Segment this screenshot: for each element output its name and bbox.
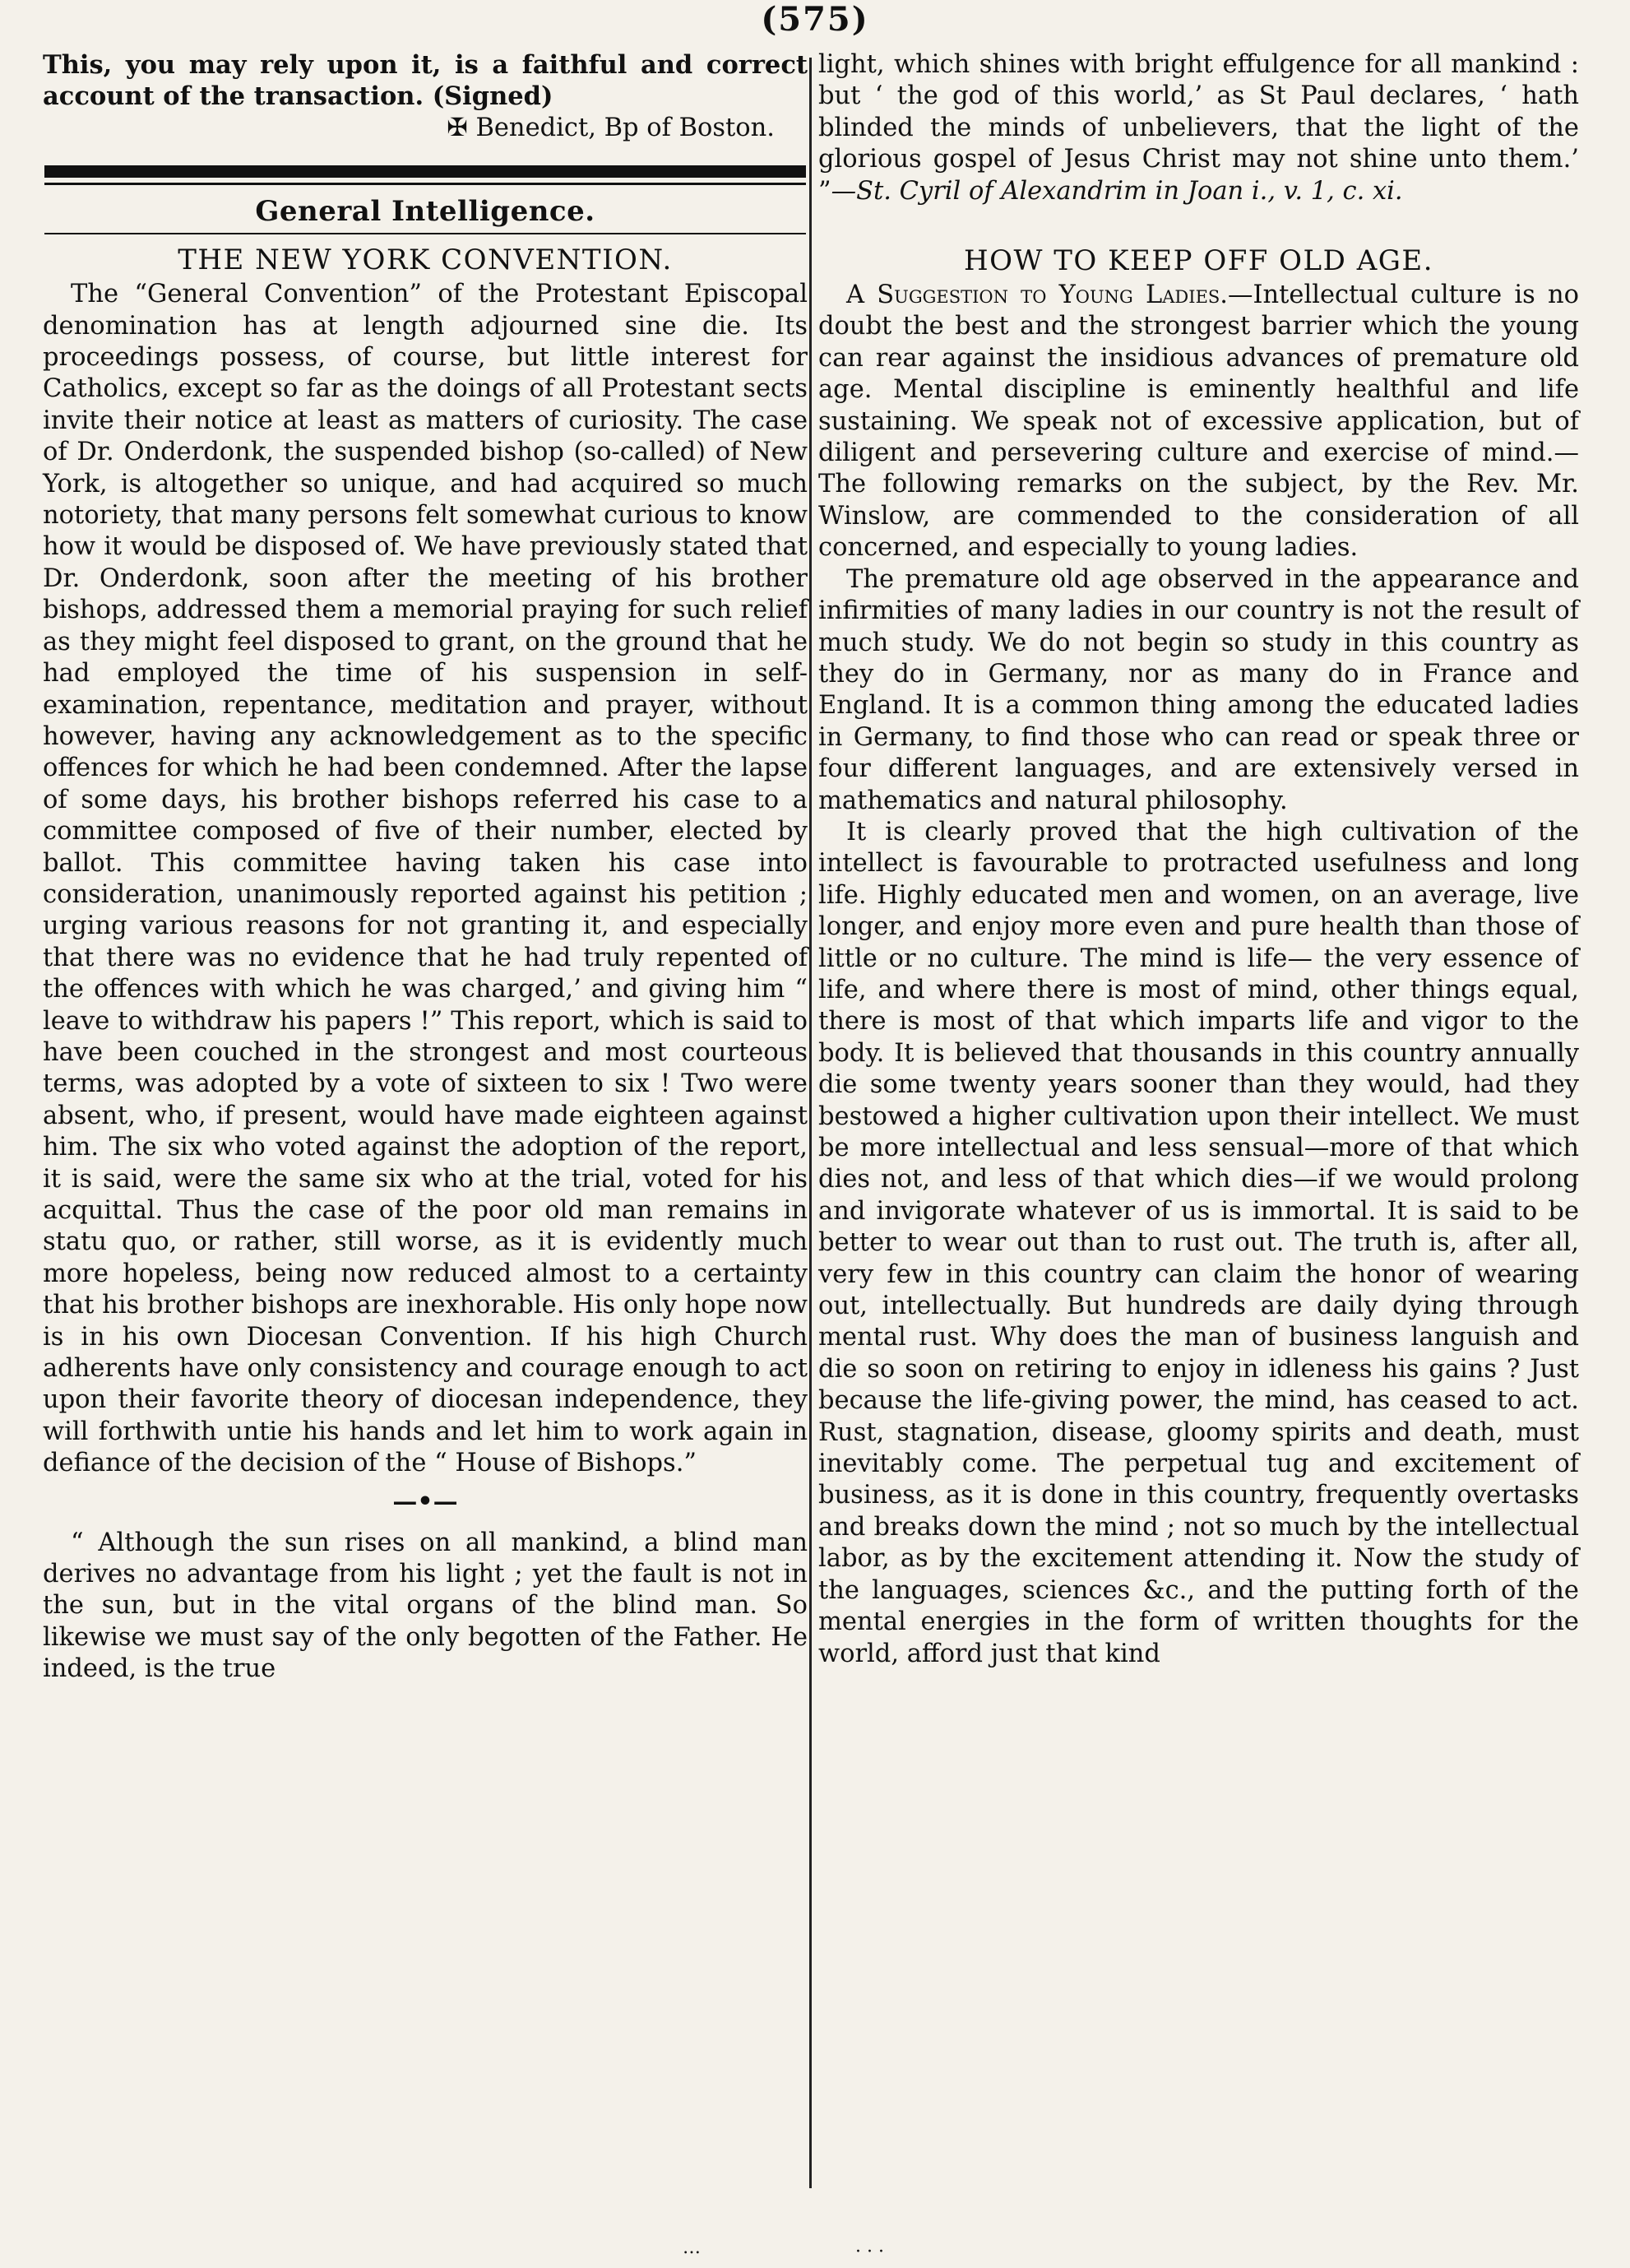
right-column	[818, 49, 1579, 1670]
section-underline	[44, 233, 806, 234]
letter-closing-text: This, you may rely upon it, is a faithful and correct account of the transaction. (Signed)	[43, 50, 808, 112]
article-para-2: The premature old age observed in the appearance and infirmities of many ladies in our country is not the result of much study. We do not begin so study in this country as they do in Germany, nor as many do in France and England. It is a common thing among the educated ladies in Germany, to find those who can read or speak three or four different languages, and are extensively versed in mathematics and natural philosophy.	[818, 564, 1579, 815]
lead-in: A Suggestion to Young Ladies.	[846, 281, 1228, 310]
thin-rule-divider	[44, 183, 806, 185]
heavy-rule-divider	[44, 165, 806, 178]
para-1-text: —Intellectual culture is no doubt the best and the strongest barrier which the young can rear against the insidious advances of premature old age. Mental discipline is eminently healthful and life sustaining. We speak not of excessive application, but of diligent and persevering culture and exercise of mind.—The following remarks on the subject, by the Rev. Mr. Winslow, are commended to the consideration of all concerned, and especially to young ladies.	[818, 281, 1579, 563]
article-para-3: It is clearly proved that the high cultivation of the intellect is favourable to protracted usefulness and long life. Highly educated men and women, on an average, live longer, and enjoy more even and pure health than those of little or no culture. The mind is life— the very essence of life, and where there is most of mind, other things equal, there is most of that which imparts life and vigor to the body. It is believed that thousands in this country annually die some twenty years sooner than they would, had they bestowed a higher cultivation upon their intellect. We must be more intellectual and less sensual—more of that which dies not, and less of that which dies—if we would prolong and invigorate whatever of us is immortal. It is said to be better to wear out than to rust out. The truth is, after all, very few in this country can claim the honor of wearing out, intellectually. But hundreds are daily dying through mental rust. Why does the man of business languish and die so soon on retiring to enjoy in idleness his gains ? Just because the life-giving power, the mind, has ceased to act. Rust, stagnation, disease, gloomy spirits and death, must inevitably come. The perpetual tug and excitement of business, as it is done in this country, frequently overtasks and breaks down the mind ; not so much by the intellectual labor, as by the excitement attending it. Now the study of the languages, sciences &c., and the putting forth of the mental energies in the form of written thoughts for the world, afford just that kind	[818, 817, 1579, 1668]
article-title-old-age: HOW TO KEEP OFF OLD AGE.	[963, 244, 1434, 278]
article-title-convention: THE NEW YORK CONVENTION.	[178, 243, 673, 277]
quote-end-text: light, which shines with bright effulgence for all mankind : but ‘ the god of this world,’ as St Paul declares, ‘ hath blinded the minds of unbelievers, that the light of the glorious gospel of Jesus Christ may not shine unto them.’ ”	[818, 50, 1579, 206]
quote-attribution: —St. Cyril of Alexandrim in Joan i., v. 1, c. xi.	[831, 176, 1403, 206]
article-body-convention: The “General Convention” of the Protestant Episcopal denomination has at length adjourned sine die. Its proceedings possess, of course, but little interest for Catholics, except so far as the doings of all Protestant sects invite their notice at least as matters of curiosity. The case of Dr. Onderdonk, the suspended bishop (so-called) of New York, is altogether so unique, and had acquired so much notoriety, that many persons felt somewhat curious to know how it would be disposed of. We have previously stated that Dr. Onderdonk, soon after the meeting of his brother bishops, addressed them a memorial praying for such relief as they might feel disposed to grant, on the ground that he had employed the time of his suspension in self-examination, repentance, meditation and prayer, without however, having any acknowledgement as to the specific offences for which he had been condemned. After the lapse of some days, his brother bishops referred his case to a committee composed of five of their number, elected by ballot. This committee having taken his case into consideration, unanimously reported against his petition ; urging various reasons for not granting it, and especially that there was no evidence that he had truly repented of the offences with which he was charged,’ and giving him “ leave to withdraw his papers !” This report, which is said to have been couched in the strongest and most courteous terms, was adopted by a vote of sixteen to six ! Two were absent, who, if present, would have made eighteen against him. The six who voted against the adoption of the report, it is said, were the same six who at the trial, voted for his acquittal. Thus the case of the poor old man remains in statu quo, or rather, still worse, as it is evidently much more hopeless, being now reduced almost to a certainty that his brother bishops are inexhorable. His only hope now is in his own Diocesan Convention. If his high Church adherents have only consistency and courage enough to act upon their favorite theory of diocesan independence, they will forthwith untie his hands and let him to work again in defiance of the decision of the “ House of Bishops.”	[43, 280, 808, 1478]
column-divider	[809, 58, 812, 2188]
left-column	[43, 49, 808, 1686]
page-number: (575)	[761, 0, 869, 39]
letter-signature: ✠ Benedict, Bp of Boston.	[447, 113, 775, 142]
quote-start: “ Although the sun rises on all mankind, a blind man derives no advantage from his light ; yet the fault is not in the sun, but in the vital organs of the blind man. So likewise we must say of the only begotten of the Father. He indeed, is the true	[43, 1528, 808, 1684]
quote-continuation	[818, 49, 1579, 207]
article-para-1	[818, 280, 1579, 564]
separator-ornament: —•—	[392, 1486, 458, 1516]
scan-mark: · · ·	[855, 2242, 884, 2262]
scan-mark: …	[683, 2238, 701, 2258]
spacer	[818, 207, 1579, 240]
section-heading: General Intelligence.	[255, 195, 595, 229]
